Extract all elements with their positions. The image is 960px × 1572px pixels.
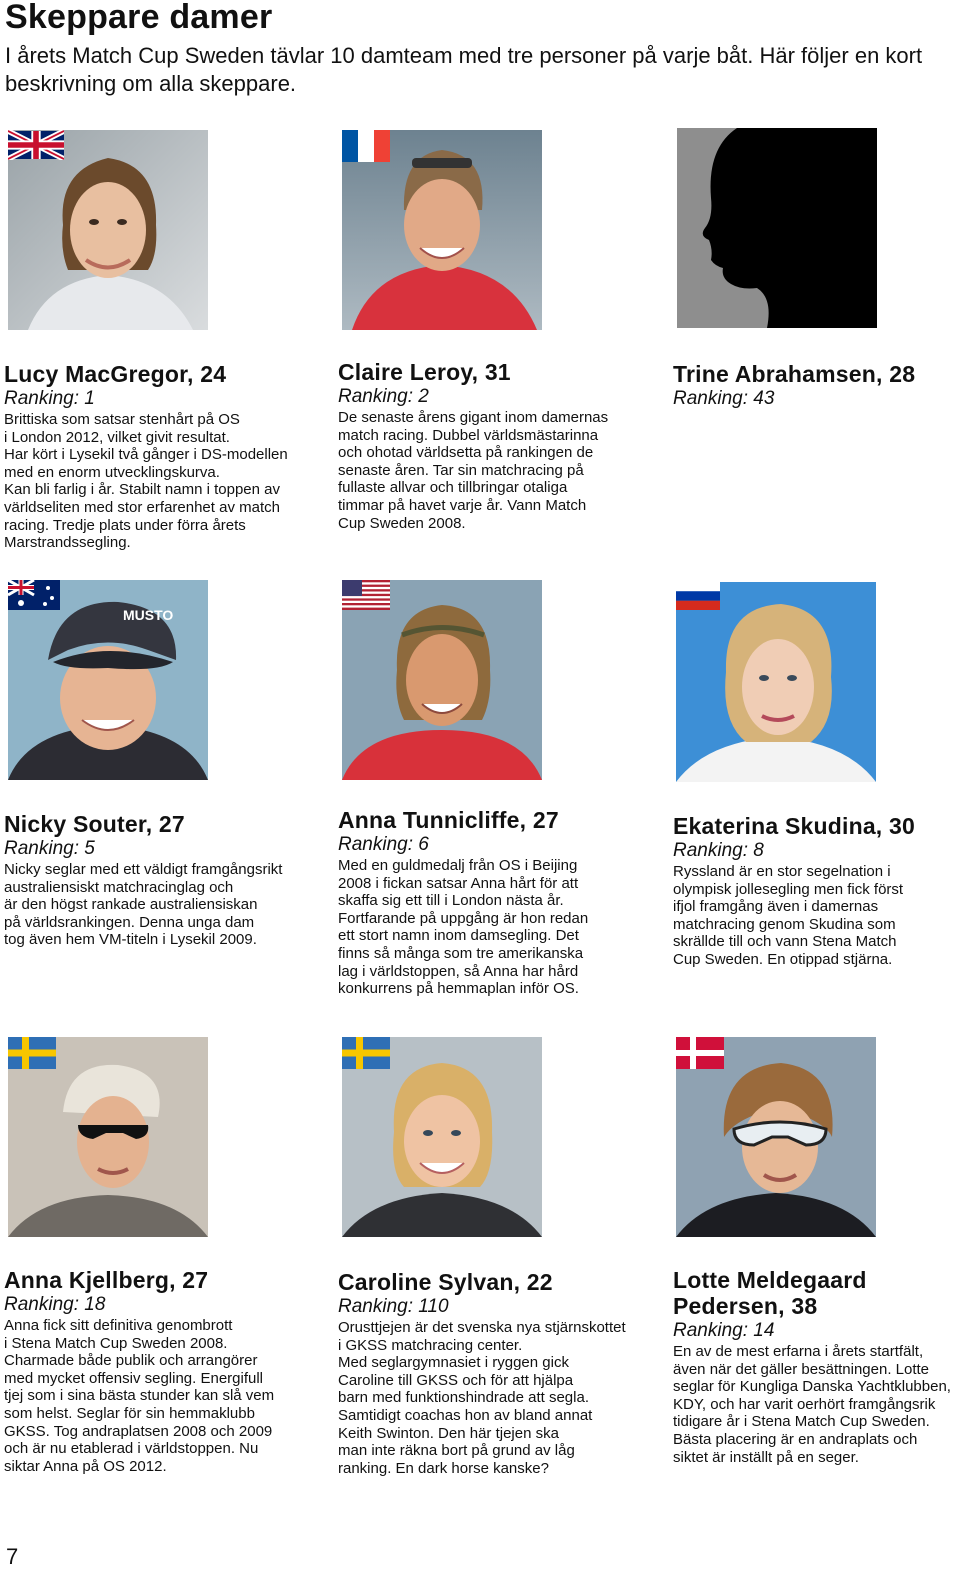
skipper-name-line-2: Pedersen, 38 xyxy=(673,1293,818,1319)
skipper-ranking: Ranking: 8 xyxy=(673,840,764,861)
portrait-image xyxy=(8,130,208,330)
profile-claire-leroy xyxy=(338,359,638,532)
intro-text: I årets Match Cup Sweden tävlar 10 damteam med tre personer på varje båt. Här följer en kort beskrivning om alla skeppare. xyxy=(5,43,923,96)
sweden-flag-icon xyxy=(8,1037,56,1069)
profile-nicky-souter xyxy=(4,811,304,949)
photo-nicky-souter xyxy=(8,580,208,780)
skipper-description: Med en guldmedalj från OS i Beijing 2008 i fickan satsar Anna hårt för att skaffa sig ett till i London nästa år. Fortfarande på uppgång är hon redan ett stort namn inom damsegling. Det finns så många som tre amerikanska lag i världstoppen, så Anna har hård konkurrens på hemmaplan inför OS. xyxy=(338,857,589,998)
skipper-name: Anna Kjellberg, 27 xyxy=(4,1267,209,1293)
photo-caroline-sylvan xyxy=(342,1037,542,1237)
photo-ekaterina-skudina xyxy=(676,582,876,782)
profile-trine-abrahamsen xyxy=(673,361,960,411)
skipper-name: Lucy MacGregor, 24 xyxy=(4,361,227,387)
skipper-description: Nicky seglar med ett väldigt framgångsrikt australiensiskt matchracinglag och är den högst rankade australiensiskan på världsrankingen. Denna unga dam tog även hem VM-titeln i Lysekil 2009. xyxy=(4,861,283,949)
skipper-name: Ekaterina Skudina, 30 xyxy=(673,813,915,839)
usa-flag-icon xyxy=(342,580,390,610)
skipper-ranking: Ranking: 43 xyxy=(673,388,775,409)
skipper-name: Trine Abrahamsen, 28 xyxy=(673,361,916,387)
photo-trine-abrahamsen xyxy=(677,128,877,328)
skipper-ranking: Ranking: 1 xyxy=(4,388,95,409)
photo-lucy-macgregor xyxy=(8,130,208,330)
skipper-ranking: Ranking: 14 xyxy=(673,1320,775,1341)
portrait-image xyxy=(342,580,542,780)
silhouette-placeholder-image xyxy=(677,128,877,328)
skipper-name: Caroline Sylvan, 22 xyxy=(338,1269,553,1295)
photo-lotte-meldegaard-pedersen xyxy=(676,1037,876,1237)
svg-text:MUSTO: MUSTO xyxy=(123,607,174,623)
skipper-name: Anna Tunnicliffe, 27 xyxy=(338,807,559,833)
skipper-name-line-1: Lotte Meldegaard xyxy=(673,1267,867,1293)
skipper-name: Claire Leroy, 31 xyxy=(338,359,511,385)
page-title: Skeppare damer xyxy=(5,0,273,36)
profile-anna-kjellberg xyxy=(4,1267,304,1475)
uk-flag-icon xyxy=(8,130,64,160)
skipper-description: En av de mest erfarna i årets startfält, även när det gäller besättningen. Lotte seglar för Kungliga Danska Yachtklubben, KDY, och har varit oerhört framgångsrik tidigare år i Stena Match Cup Sweden. Bästa placering är en andraplats och siktet är inställt på en seger. xyxy=(673,1343,951,1466)
profile-caroline-sylvan xyxy=(338,1269,638,1477)
skipper-description: Brittiska som satsar stenhårt på OS i London 2012, vilket givit resultat. Har kört i Lysekil två gånger i DS-modellen med en enorm utvecklingskurva. Kan bli farlig i år. Stabilt namn i toppen av världseliten med stor erfarenhet av match racing. Tredje plats under förra årets Marstrandssegling. xyxy=(4,411,288,552)
portrait-image xyxy=(676,582,876,782)
profile-anna-tunnicliffe xyxy=(338,807,638,998)
france-flag-icon xyxy=(342,130,390,162)
russia-flag-icon xyxy=(676,582,720,610)
skipper-name: Nicky Souter, 27 xyxy=(4,811,185,837)
profile-lucy-macgregor xyxy=(4,361,304,552)
photo-anna-kjellberg xyxy=(8,1037,208,1237)
skipper-ranking: Ranking: 110 xyxy=(338,1296,449,1317)
skipper-description: Orusttjejen är det svenska nya stjärnskottet i GKSS matchracing center. Med seglargymnasiet i ryggen gick Caroline till GKSS och för att hjälpa barn med funktionshindrade att segla. Samtidigt coachas hon av bland annat Keith Swinton. Den här tjejen ska man inte räkna bort på grund av låg ranking. En dark horse kanske? xyxy=(338,1319,626,1477)
skipper-ranking: Ranking: 18 xyxy=(4,1294,106,1315)
photo-claire-leroy xyxy=(342,130,542,330)
profile-lotte-meldegaard-pedersen xyxy=(673,1267,960,1466)
denmark-flag-icon xyxy=(676,1037,724,1069)
skipper-description: De senaste årens gigant inom damernas match racing. Dubbel världsmästarinna och ohotad världsetta på rankingen de senaste åren. Tar sin matchracing på fullaste allvar och tillbringar otaliga timmar på havet varje år. Vann Match Cup Sweden 2008. xyxy=(338,409,609,532)
skipper-ranking: Ranking: 6 xyxy=(338,834,429,855)
sweden-flag-icon xyxy=(342,1037,390,1069)
skipper-description: Ryssland är en stor segelnation i olympisk jollesegling men fick först ifjol framgång även i damernas matchracing genom Skudina som skrällde till och vann Stena Match Cup Sweden. En otippad stjärna. xyxy=(673,863,904,968)
portrait-image xyxy=(8,580,208,780)
photo-anna-tunnicliffe xyxy=(342,580,542,780)
profile-ekaterina-skudina xyxy=(673,813,960,969)
skipper-ranking: Ranking: 2 xyxy=(338,386,429,407)
australia-flag-icon xyxy=(8,580,60,610)
skipper-description: Anna fick sitt definitiva genombrott i Stena Match Cup Sweden 2008. Charmade både publik och arrangörer med mycket offensiv segling. Energifull tjej som i sina bästa stunder kan slå vem som helst. Seglar för sin hemmaklubb GKSS. Tog andraplatsen 2008 och 2009 och är nu etablerad i världstoppen. Nu siktar Anna på OS 2012. xyxy=(4,1317,275,1475)
page-number: 7 xyxy=(6,1544,19,1569)
skipper-ranking: Ranking: 5 xyxy=(4,838,95,859)
